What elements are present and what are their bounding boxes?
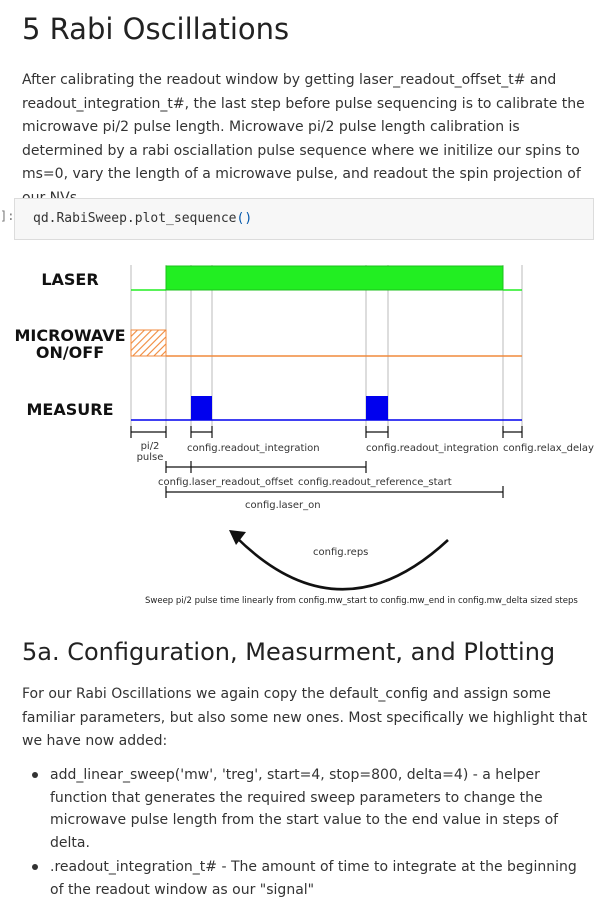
code-call: qd.RabiSweep.plot_sequence [33, 211, 237, 226]
readout-reference-start-label: config.readout_reference_start [298, 477, 452, 488]
bullet-list [22, 764, 592, 903]
section-title: 5 Rabi Oscillations [22, 12, 290, 46]
measure-channel-label: MEASURE [26, 400, 114, 419]
code-line[interactable] [33, 211, 252, 226]
subsection-title: 5a. Configuration, Measurment, and Plotting [22, 638, 556, 666]
laser-channel-label: LASER [41, 270, 99, 289]
pulse-label: pulse [136, 452, 164, 463]
microwave-channel-label: MICROWAVE [14, 326, 126, 345]
bullet-icon [32, 864, 38, 870]
laser-readout-offset-label: config.laser_readout_offset [158, 477, 294, 488]
section-intro: After calibrating the readout window by getting laser_readout_offset_t# and readout_integration_t#, the last step before pulse sequencing is to calibrate the microwave pi/2 pulse length. Microwave pi/2 pulse length calibration is determined by a rabi osciallation pulse sequence where we initilize our spins to ms=0, vary the length of a microwave pulse, and readout the spin projection of [22, 72, 585, 182]
cell-prompt: ]: [0, 209, 15, 223]
list-item [22, 856, 592, 901]
readout-integration-label-1: config.readout_integration [187, 443, 320, 454]
measure-reference-window [366, 396, 388, 420]
relax-delay-label: config.relax_delay [503, 443, 594, 454]
code-parens: () [236, 211, 253, 226]
reps-label: config.reps [313, 547, 369, 558]
microwave-pulse [131, 330, 166, 356]
code-cell[interactable] [14, 198, 594, 240]
reps-arc-arrow [236, 537, 448, 589]
bullet-text: add_linear_sweep('mw', 'treg', start=4, stop=800, delta=4) - a helper function that generates the required sweep parameters to change the microwave pulse length from the start value to the end value in steps of delta. [50, 767, 559, 851]
pulse-sequence-diagram [0, 250, 614, 620]
sweep-caption: Sweep pi/2 pulse time linearly from config.mw_start to config.mw_end in config.mw_delta sized steps [145, 596, 578, 606]
list-item [22, 764, 592, 854]
pi2-label: pi/2 [140, 441, 160, 452]
bullet-icon [32, 772, 38, 778]
measure-signal-window [191, 396, 212, 420]
subsection-intro: For our Rabi Oscillations we again copy the default_config and assign some familiar parameters, but also some new ones. Most specifically we highlight that we have now added: [22, 686, 588, 749]
bullet-text: .readout_integration_t# - The amount of time to integrate at the beginning of the readout window as our "signal" [50, 859, 577, 898]
laser-on-label: config.laser_on [245, 500, 321, 511]
readout-integration-label-2: config.readout_integration [366, 443, 499, 454]
laser-pulse [166, 266, 503, 290]
microwave-onoff-label: ON/OFF [35, 343, 105, 362]
